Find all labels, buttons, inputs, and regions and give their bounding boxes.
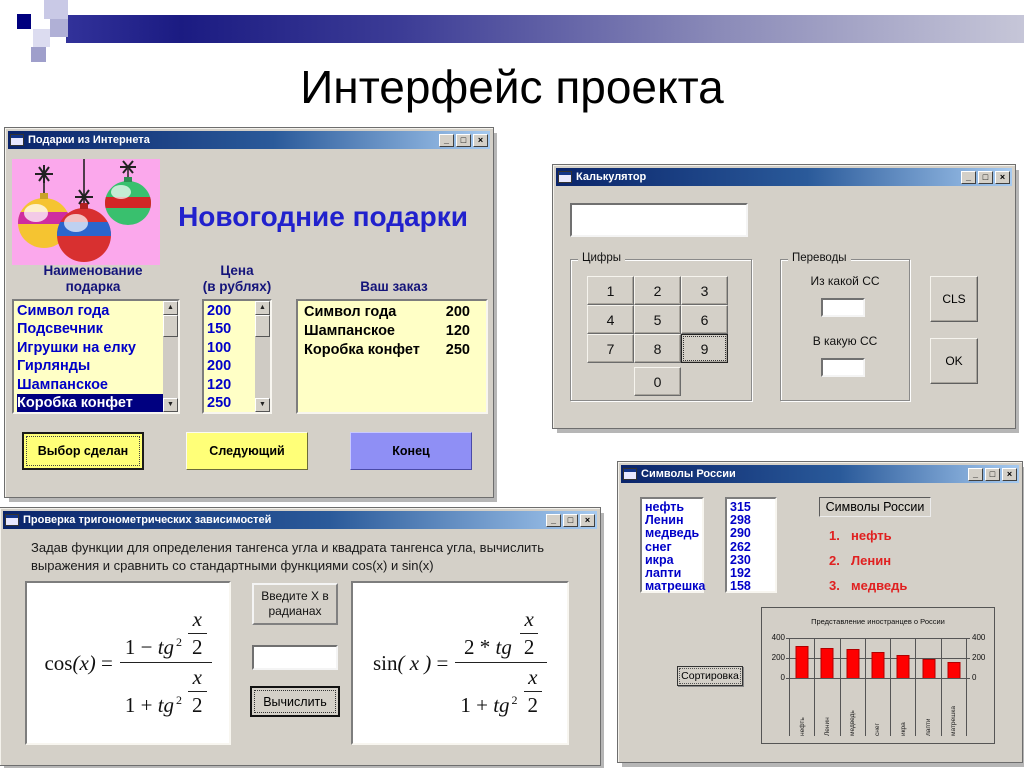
- gift-prices-listbox[interactable]: [202, 299, 272, 414]
- chart-bar-cell: [841, 638, 866, 736]
- top3-ranking: [829, 523, 907, 598]
- end-button[interactable]: Конец: [350, 432, 472, 470]
- list-item[interactable]: 262: [730, 539, 751, 554]
- gift-prices-items: [204, 301, 255, 412]
- chart-x-label: матрешка: [950, 706, 958, 736]
- chart-x-label: медведь: [849, 710, 857, 736]
- form-icon: [10, 134, 24, 146]
- window-titlebar[interactable]: [556, 168, 1012, 186]
- minimize-button[interactable]: _: [968, 468, 983, 481]
- chart-bar-cell: [942, 638, 967, 736]
- groupbox-label: Цифры: [578, 252, 625, 264]
- gift-names-listbox[interactable]: [12, 299, 180, 414]
- ranking-line: 2. Ленин: [829, 553, 892, 568]
- deco-square: [17, 14, 31, 29]
- gift-names-items: [14, 301, 163, 412]
- scroll-thumb[interactable]: [255, 315, 270, 337]
- list-item[interactable]: лапти: [645, 566, 682, 581]
- digit-button[interactable]: 6: [681, 305, 728, 334]
- maximize-button[interactable]: □: [563, 514, 578, 527]
- chart-bar: [897, 655, 910, 678]
- x-value-input[interactable]: [252, 645, 338, 670]
- chart-bar: [947, 662, 960, 678]
- list-item[interactable]: Гирлянды: [17, 358, 91, 375]
- scroll-up-icon[interactable]: ▲: [163, 301, 178, 315]
- calculator-display-input[interactable]: [570, 203, 748, 237]
- deco-square: [33, 29, 50, 47]
- list-item[interactable]: 315: [730, 500, 751, 514]
- window-calculator: [553, 165, 1015, 428]
- groupbox-label: Переводы: [788, 252, 851, 264]
- next-button[interactable]: Следующий: [186, 432, 308, 470]
- form-icon: [558, 171, 572, 183]
- window-title: Проверка тригонометрических зависимостей: [23, 514, 272, 526]
- list-item[interactable]: Ленин: [645, 513, 684, 528]
- scroll-down-icon[interactable]: ▼: [255, 398, 270, 412]
- chart-title: Представление иностранцев о России: [811, 617, 945, 626]
- chart-bar: [821, 648, 834, 678]
- window-titlebar[interactable]: [621, 465, 1019, 483]
- order-line: Символ года 200: [304, 304, 470, 320]
- enter-x-label: Введите X в радианах: [252, 583, 338, 625]
- bar-chart: [761, 607, 995, 744]
- chart-bar: [922, 659, 935, 678]
- list-item[interactable]: медведь: [645, 526, 700, 541]
- window-title: Символы России: [641, 468, 736, 480]
- sin-formula-panel: sin( x ) = 2 * tg x 2 1 + tg $^2$ x 2: [351, 581, 569, 745]
- compute-button[interactable]: Вычислить: [250, 686, 340, 717]
- sort-button[interactable]: Сортировка: [677, 666, 743, 686]
- deco-square: [50, 19, 68, 37]
- list-item[interactable]: 200: [207, 358, 232, 375]
- list-item[interactable]: Символ года: [17, 303, 110, 319]
- form-icon: [5, 514, 19, 526]
- order-line: Шампанское 120: [304, 323, 470, 339]
- digit-button-zero[interactable]: 0: [634, 367, 681, 396]
- window-title: Подарки из Интернета: [28, 134, 150, 146]
- christmas-ornaments-image: [12, 159, 160, 265]
- minimize-button[interactable]: _: [961, 171, 976, 184]
- conversions-groupbox: [780, 252, 910, 401]
- list-item[interactable]: 290: [730, 526, 751, 541]
- to-base-label: В какую СС: [812, 334, 878, 348]
- digit-button[interactable]: 9: [681, 334, 728, 363]
- maximize-button[interactable]: □: [978, 171, 993, 184]
- minimize-button[interactable]: _: [439, 134, 454, 147]
- ranking-line: 3. медведь: [829, 578, 908, 593]
- digit-button[interactable]: 7: [587, 334, 634, 363]
- digit-button[interactable]: 5: [634, 305, 681, 334]
- list-item[interactable]: нефть: [645, 500, 685, 514]
- symbols-listbox[interactable]: [640, 497, 704, 593]
- list-item[interactable]: 230: [730, 552, 751, 567]
- chart-x-label: снег: [874, 723, 882, 736]
- values-listbox[interactable]: [725, 497, 777, 593]
- scroll-thumb[interactable]: [163, 315, 178, 337]
- maximize-button[interactable]: □: [985, 468, 1000, 481]
- chart-bar: [871, 652, 884, 678]
- ranking-line: 1. нефть: [829, 528, 892, 543]
- list-item[interactable]: 298: [730, 513, 751, 528]
- deco-square: [44, 0, 68, 19]
- chart-yaxis-right: [967, 633, 993, 736]
- order-textbox[interactable]: [296, 299, 488, 414]
- chart-bar-cell: [789, 638, 815, 736]
- chart-bar: [796, 646, 809, 678]
- symbols-box-label: Символы России: [819, 497, 931, 517]
- chart-bar-cell: [866, 638, 891, 736]
- gifts-heading: Новогодние подарки: [178, 201, 468, 232]
- from-base-label: Из какой СС: [810, 274, 880, 288]
- vertical-scrollbar[interactable]: [255, 301, 270, 412]
- chart-bar-cell: [916, 638, 941, 736]
- chart-y-tick: 0: [780, 673, 785, 682]
- digits-groupbox: [570, 252, 752, 401]
- chart-bar-cell: [815, 638, 840, 736]
- chart-x-label: икра: [899, 722, 907, 736]
- digit-button[interactable]: 8: [634, 334, 681, 363]
- scroll-up-icon[interactable]: ▲: [255, 301, 270, 315]
- list-item[interactable]: Подсвечник: [17, 321, 103, 338]
- digit-button[interactable]: 4: [587, 305, 634, 334]
- window-gifts: [5, 128, 493, 497]
- order-line: Коробка конфет 250: [304, 342, 470, 358]
- list-item[interactable]: Игрушки на елку: [17, 339, 136, 356]
- chart-y-tick: 0: [972, 673, 977, 682]
- list-item[interactable]: 150: [207, 321, 232, 338]
- minimize-button[interactable]: _: [546, 514, 561, 527]
- slide-title: Интерфейс проекта: [300, 61, 724, 113]
- chart-plot: [789, 638, 967, 736]
- list-item[interactable]: 100: [207, 339, 232, 356]
- instruction-text: Задав функции для определения тангенса угла и квадрата тангенса угла, вычислить выражения и сравнить со стандартными функциями cos(x) и sin(x): [31, 540, 545, 573]
- digit-button[interactable]: 1: [587, 276, 634, 305]
- chart-y-tick: 200: [771, 653, 785, 662]
- digit-grid: [587, 276, 728, 363]
- window-titlebar[interactable]: [8, 131, 490, 149]
- chart-x-label: нефть: [798, 717, 806, 736]
- cos-formula-panel: cos(x) = 1 − tg $^2$ x 2 1 + tg $^2$ x 2: [25, 581, 231, 745]
- chart-yaxis-left: [763, 633, 789, 736]
- chart-x-label: лапти: [925, 718, 933, 736]
- chart-x-label: Ленин: [823, 717, 831, 736]
- column-label-price: Цена (в рублях): [202, 263, 272, 294]
- window-symbols: [618, 462, 1022, 762]
- column-label-name: Наименование подарка: [43, 263, 143, 294]
- maximize-button[interactable]: □: [456, 134, 471, 147]
- from-base-input[interactable]: [821, 298, 865, 317]
- choice-made-button[interactable]: Выбор сделан: [22, 432, 144, 470]
- to-base-input[interactable]: [821, 358, 865, 377]
- list-item[interactable]: 250: [207, 395, 232, 412]
- scroll-down-icon[interactable]: ▼: [163, 398, 178, 412]
- vertical-scrollbar[interactable]: [163, 301, 178, 412]
- list-item[interactable]: 158: [730, 579, 751, 594]
- chart-y-tick: 400: [771, 633, 785, 642]
- close-button[interactable]: ×: [580, 514, 595, 527]
- list-item[interactable]: Коробка конфет: [17, 394, 163, 412]
- chart-bar: [846, 649, 859, 678]
- form-icon: [623, 468, 637, 480]
- list-item[interactable]: 120: [207, 376, 232, 393]
- close-button[interactable]: ×: [473, 134, 488, 147]
- list-item[interactable]: 192: [730, 566, 751, 581]
- chart-bar-cell: [891, 638, 916, 736]
- list-item[interactable]: 200: [207, 303, 232, 319]
- list-item[interactable]: икра: [645, 552, 674, 567]
- chart-y-tick: 400: [972, 633, 986, 642]
- digit-button[interactable]: 3: [681, 276, 728, 305]
- window-trigonometry: [0, 508, 600, 765]
- close-button[interactable]: ×: [1002, 468, 1017, 481]
- list-item[interactable]: матрешка: [645, 579, 706, 594]
- list-item[interactable]: снег: [645, 539, 672, 554]
- digit-button[interactable]: 2: [634, 276, 681, 305]
- cls-button[interactable]: CLS: [930, 276, 978, 322]
- ok-button[interactable]: OK: [930, 338, 978, 384]
- window-title: Калькулятор: [576, 171, 647, 183]
- list-item[interactable]: Шампанское: [17, 376, 108, 393]
- chart-y-tick: 200: [972, 653, 986, 662]
- column-label-order: Ваш заказ: [360, 279, 428, 294]
- deco-gradient-bar: [66, 15, 1024, 43]
- window-titlebar[interactable]: [3, 511, 597, 529]
- close-button[interactable]: ×: [995, 171, 1010, 184]
